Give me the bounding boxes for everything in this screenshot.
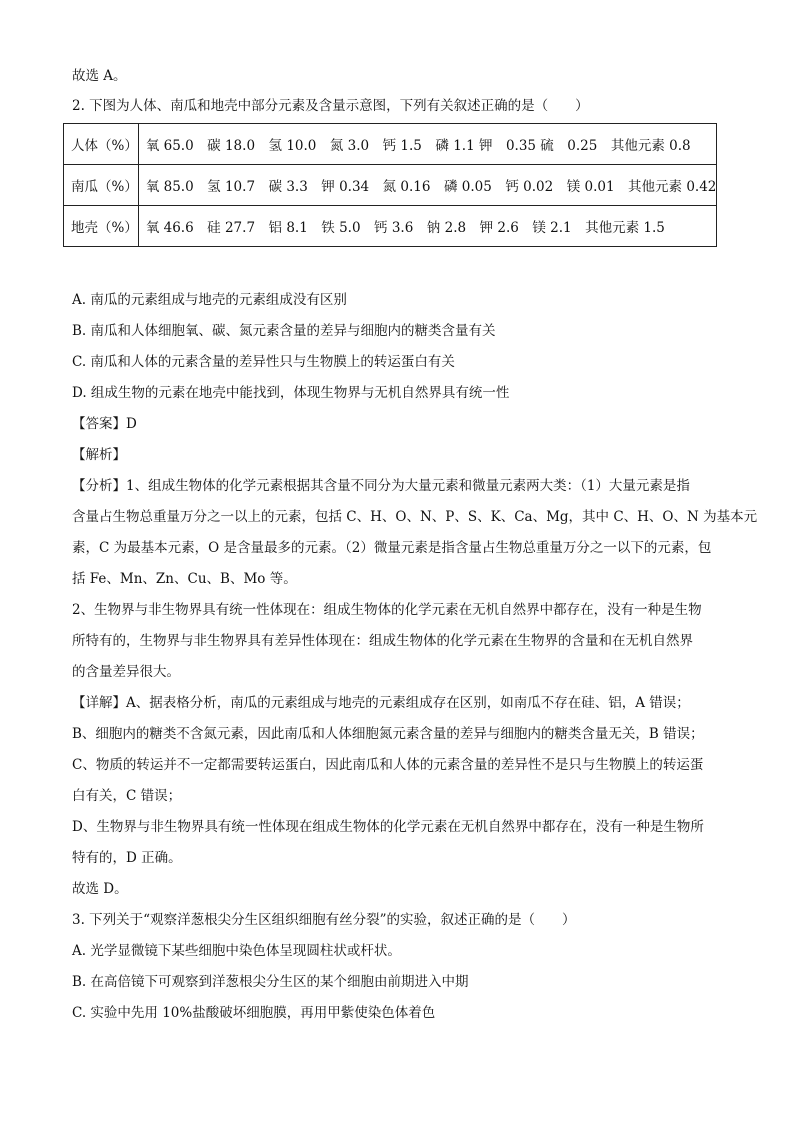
- analysis-line: 所特有的，生物界与非生物界具有差异性体现在：组成生物体的化学元素在生物界的含量和在无机自然界: [72, 633, 693, 649]
- row-content-human: 氧 65.0 碳 18.0 氢 10.0 氮 3.0 钙 1.5 磷 1.1 钾 0.35 硫 0.25 其他元素 0.8: [138, 124, 717, 165]
- analysis-line: 的含量差异很大。: [72, 664, 180, 680]
- row-content-crust: 氧 46.6 硅 27.7 铝 8.1 铁 5.0 钙 3.6 钠 2.8 钾 2.6 镁 2.1 其他元素 1.5: [138, 206, 717, 247]
- explanation-heading: 【解析】: [72, 447, 126, 463]
- element-content-table: [63, 123, 717, 247]
- analysis-line: 2、生物界与非生物界具有统一性体现在：组成生物体的化学元素在无机自然界中都存在，没有一种是生物: [72, 602, 702, 618]
- table-row: [64, 165, 717, 206]
- option-c: C. 南瓜和人体的元素含量的差异性只与生物膜上的转运蛋白有关: [72, 354, 455, 370]
- choice-line: 故选 D。: [72, 881, 128, 897]
- option-a: A. 南瓜的元素组成与地壳的元素组成没有区别: [72, 292, 347, 308]
- question-2-stem: 2. 下图为人体、南瓜和地壳中部分元素及含量示意图，下列有关叙述正确的是（ ）: [72, 98, 589, 114]
- option-b: B. 南瓜和人体细胞氧、碳、氮元素含量的差异与细胞内的糖类含量有关: [72, 323, 496, 339]
- answer-line: 【答案】D: [72, 416, 137, 432]
- analysis-line: 素，C 为最基本元素，O 是含量最多的元素。（2）微量元素是指含量占生物总重量万分之一以下的元素，包: [72, 540, 712, 556]
- table-row: [64, 124, 717, 165]
- q3-option-b: B. 在高倍镜下可观察到洋葱根尖分生区的某个细胞由前期进入中期: [72, 974, 469, 990]
- detail-line: 特有的，D 正确。: [72, 850, 182, 866]
- row-label-pumpkin: 南瓜（%）: [64, 165, 139, 206]
- analysis-line: 含量占生物总重量万分之一以上的元素，包括 C、H、O、N、P、S、K、Ca、Mg，其中 C、H、O、N 为基本元: [72, 509, 758, 525]
- detail-line: 白有关，C 错误；: [72, 788, 182, 804]
- detail-line: 【详解】A、据表格分析，南瓜的元素组成与地壳的元素组成存在区别，如南瓜不存在硅、铝，A 错误；: [72, 695, 690, 711]
- detail-line: C、物质的转运并不一定都需要转运蛋白，因此南瓜和人体的元素含量的差异性不是只与生物膜上的转运蛋: [72, 757, 704, 773]
- option-d: D. 组成生物的元素在地壳中能找到，体现生物界与无机自然界具有统一性: [72, 385, 510, 401]
- table-row: [64, 206, 717, 247]
- row-content-pumpkin: 氧 85.0 氢 10.7 碳 3.3 钾 0.34 氮 0.16 磷 0.05 钙 0.02 镁 0.01 其他元素 0.42: [138, 165, 717, 206]
- previous-answer-line: 故选 A。: [72, 68, 127, 84]
- row-label-human: 人体（%）: [64, 124, 139, 165]
- question-3-stem: 3. 下列关于“观察洋葱根尖分生区组织细胞有丝分裂”的实验，叙述正确的是（ ）: [72, 912, 576, 928]
- analysis-line: 括 Fe、Mn、Zn、Cu、B、Mo 等。: [72, 571, 297, 587]
- detail-line: D、生物界与非生物界具有统一性体现在组成生物体的化学元素在无机自然界中都存在，没有一种是生物所: [72, 819, 704, 835]
- q3-option-a: A. 光学显微镜下某些细胞中染色体呈现圆柱状或杆状。: [72, 943, 401, 959]
- detail-line: B、细胞内的糖类不含氮元素，因此南瓜和人体细胞氮元素含量的差异与细胞内的糖类含量无关，B 错误；: [72, 726, 704, 742]
- analysis-line: 【分析】1、组成生物体的化学元素根据其含量不同分为大量元素和微量元素两大类：（1）大量元素是指: [72, 478, 690, 494]
- row-label-crust: 地壳（%）: [64, 206, 139, 247]
- q3-option-c: C. 实验中先用 10%盐酸破坏细胞膜，再用甲紫使染色体着色: [72, 1005, 436, 1021]
